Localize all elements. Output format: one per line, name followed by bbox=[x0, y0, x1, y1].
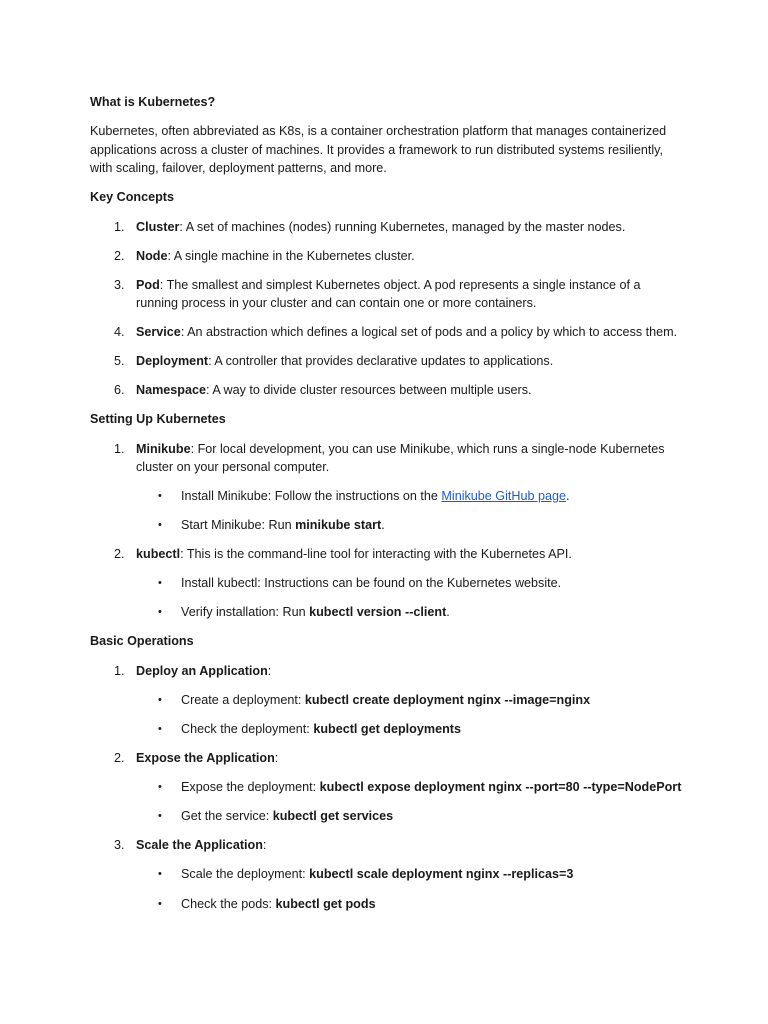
intro-line-1: Kubernetes, often abbreviated as K8s, is a container orchestration platform that manages containerized bbox=[90, 124, 667, 138]
command: minikube start bbox=[295, 518, 382, 532]
list-number: 1. bbox=[114, 220, 125, 234]
command: kubectl version --client bbox=[309, 605, 447, 619]
bullet-text: Expose the deployment: bbox=[181, 780, 320, 794]
list-number: 3. bbox=[114, 278, 125, 292]
bullet-text: Install Minikube: Follow the instructions on the bbox=[181, 489, 442, 503]
bullet-icon: • bbox=[158, 519, 162, 531]
list-number: 2. bbox=[114, 249, 125, 263]
minikube-github-link[interactable]: Minikube GitHub page bbox=[441, 489, 567, 503]
bullet-icon: • bbox=[158, 781, 162, 793]
bullet-text: Check the pods: bbox=[181, 897, 276, 911]
heading-setting-up: Setting Up Kubernetes bbox=[90, 412, 226, 426]
bullet-icon: • bbox=[158, 898, 162, 910]
bullet-icon: • bbox=[158, 606, 162, 618]
list-number: 1. bbox=[114, 664, 125, 678]
bullet-icon: • bbox=[158, 490, 162, 502]
bullet-text: Scale the deployment: bbox=[181, 867, 310, 881]
bullet-icon: • bbox=[158, 723, 162, 735]
heading-key-concepts: Key Concepts bbox=[90, 190, 174, 204]
bullet-icon: • bbox=[158, 694, 162, 706]
term: Cluster bbox=[136, 220, 180, 234]
term: Pod bbox=[136, 278, 160, 292]
bullet-text: Verify installation: Run bbox=[181, 605, 310, 619]
term: Expose the Application bbox=[136, 751, 275, 765]
list-number: 6. bbox=[114, 383, 125, 397]
bullet-text-end: . bbox=[566, 489, 570, 503]
bullet-icon: • bbox=[158, 810, 162, 822]
term: kubectl bbox=[136, 547, 181, 561]
command: kubectl create deployment nginx --image=nginx bbox=[304, 693, 591, 707]
intro-line-2: applications across a cluster of machines. It provides a framework to run distributed systems resiliently, bbox=[90, 143, 664, 157]
colon: : bbox=[274, 751, 279, 765]
command: kubectl scale deployment nginx --replicas=3 bbox=[309, 867, 574, 881]
list-number: 2. bbox=[114, 751, 125, 765]
definition: : The smallest and simplest Kubernetes object. A pod represents a single instance of a bbox=[159, 278, 641, 292]
term: Scale the Application bbox=[136, 838, 263, 852]
list-number: 4. bbox=[114, 325, 125, 339]
bullet-icon: • bbox=[158, 868, 162, 880]
definition: : This is the command-line tool for interacting with the Kubernetes API. bbox=[180, 547, 572, 561]
bullet-text: Install kubectl: Instructions can be found on the Kubernetes website. bbox=[181, 576, 562, 590]
heading-basic-operations: Basic Operations bbox=[90, 634, 194, 648]
colon: : bbox=[267, 664, 272, 678]
term: Deployment bbox=[136, 354, 209, 368]
bullet-text: Check the deployment: bbox=[181, 722, 314, 736]
definition-continued: cluster on your personal computer. bbox=[136, 460, 330, 474]
command: kubectl get pods bbox=[275, 897, 376, 911]
colon: : bbox=[262, 838, 267, 852]
definition: : A controller that provides declarative updates to applications. bbox=[208, 354, 554, 368]
term: Deploy an Application bbox=[136, 664, 268, 678]
list-number: 3. bbox=[114, 838, 125, 852]
bullet-icon: • bbox=[158, 577, 162, 589]
command: kubectl get deployments bbox=[313, 722, 461, 736]
bullet-text: Create a deployment: bbox=[181, 693, 305, 707]
definition: : A set of machines (nodes) running Kubernetes, managed by the master nodes. bbox=[179, 220, 626, 234]
heading-what-is-kubernetes: What is Kubernetes? bbox=[90, 95, 216, 109]
list-number: 2. bbox=[114, 547, 125, 561]
command: kubectl expose deployment nginx --port=80 --type=NodePort bbox=[319, 780, 682, 794]
bullet-text-end: . bbox=[381, 518, 385, 532]
term: Node bbox=[136, 249, 168, 263]
list-number: 5. bbox=[114, 354, 125, 368]
intro-line-3: with scaling, failover, deployment patterns, and more. bbox=[90, 161, 387, 175]
definition: : A way to divide cluster resources between multiple users. bbox=[206, 383, 532, 397]
bullet-text: Get the service: bbox=[181, 809, 273, 823]
term: Namespace bbox=[136, 383, 207, 397]
list-number: 1. bbox=[114, 442, 125, 456]
term: Service bbox=[136, 325, 181, 339]
definition: : An abstraction which defines a logical set of pods and a policy by which to access them. bbox=[180, 325, 678, 339]
definition-continued: running process in your cluster and can contain one or more containers. bbox=[136, 296, 537, 310]
bullet-text-end: . bbox=[446, 605, 450, 619]
term: Minikube bbox=[136, 442, 191, 456]
definition: : A single machine in the Kubernetes cluster. bbox=[167, 249, 415, 263]
command: kubectl get services bbox=[272, 809, 394, 823]
bullet-text: Start Minikube: Run bbox=[181, 518, 296, 532]
definition: : For local development, you can use Minikube, which runs a single-node Kubernetes bbox=[190, 442, 665, 456]
